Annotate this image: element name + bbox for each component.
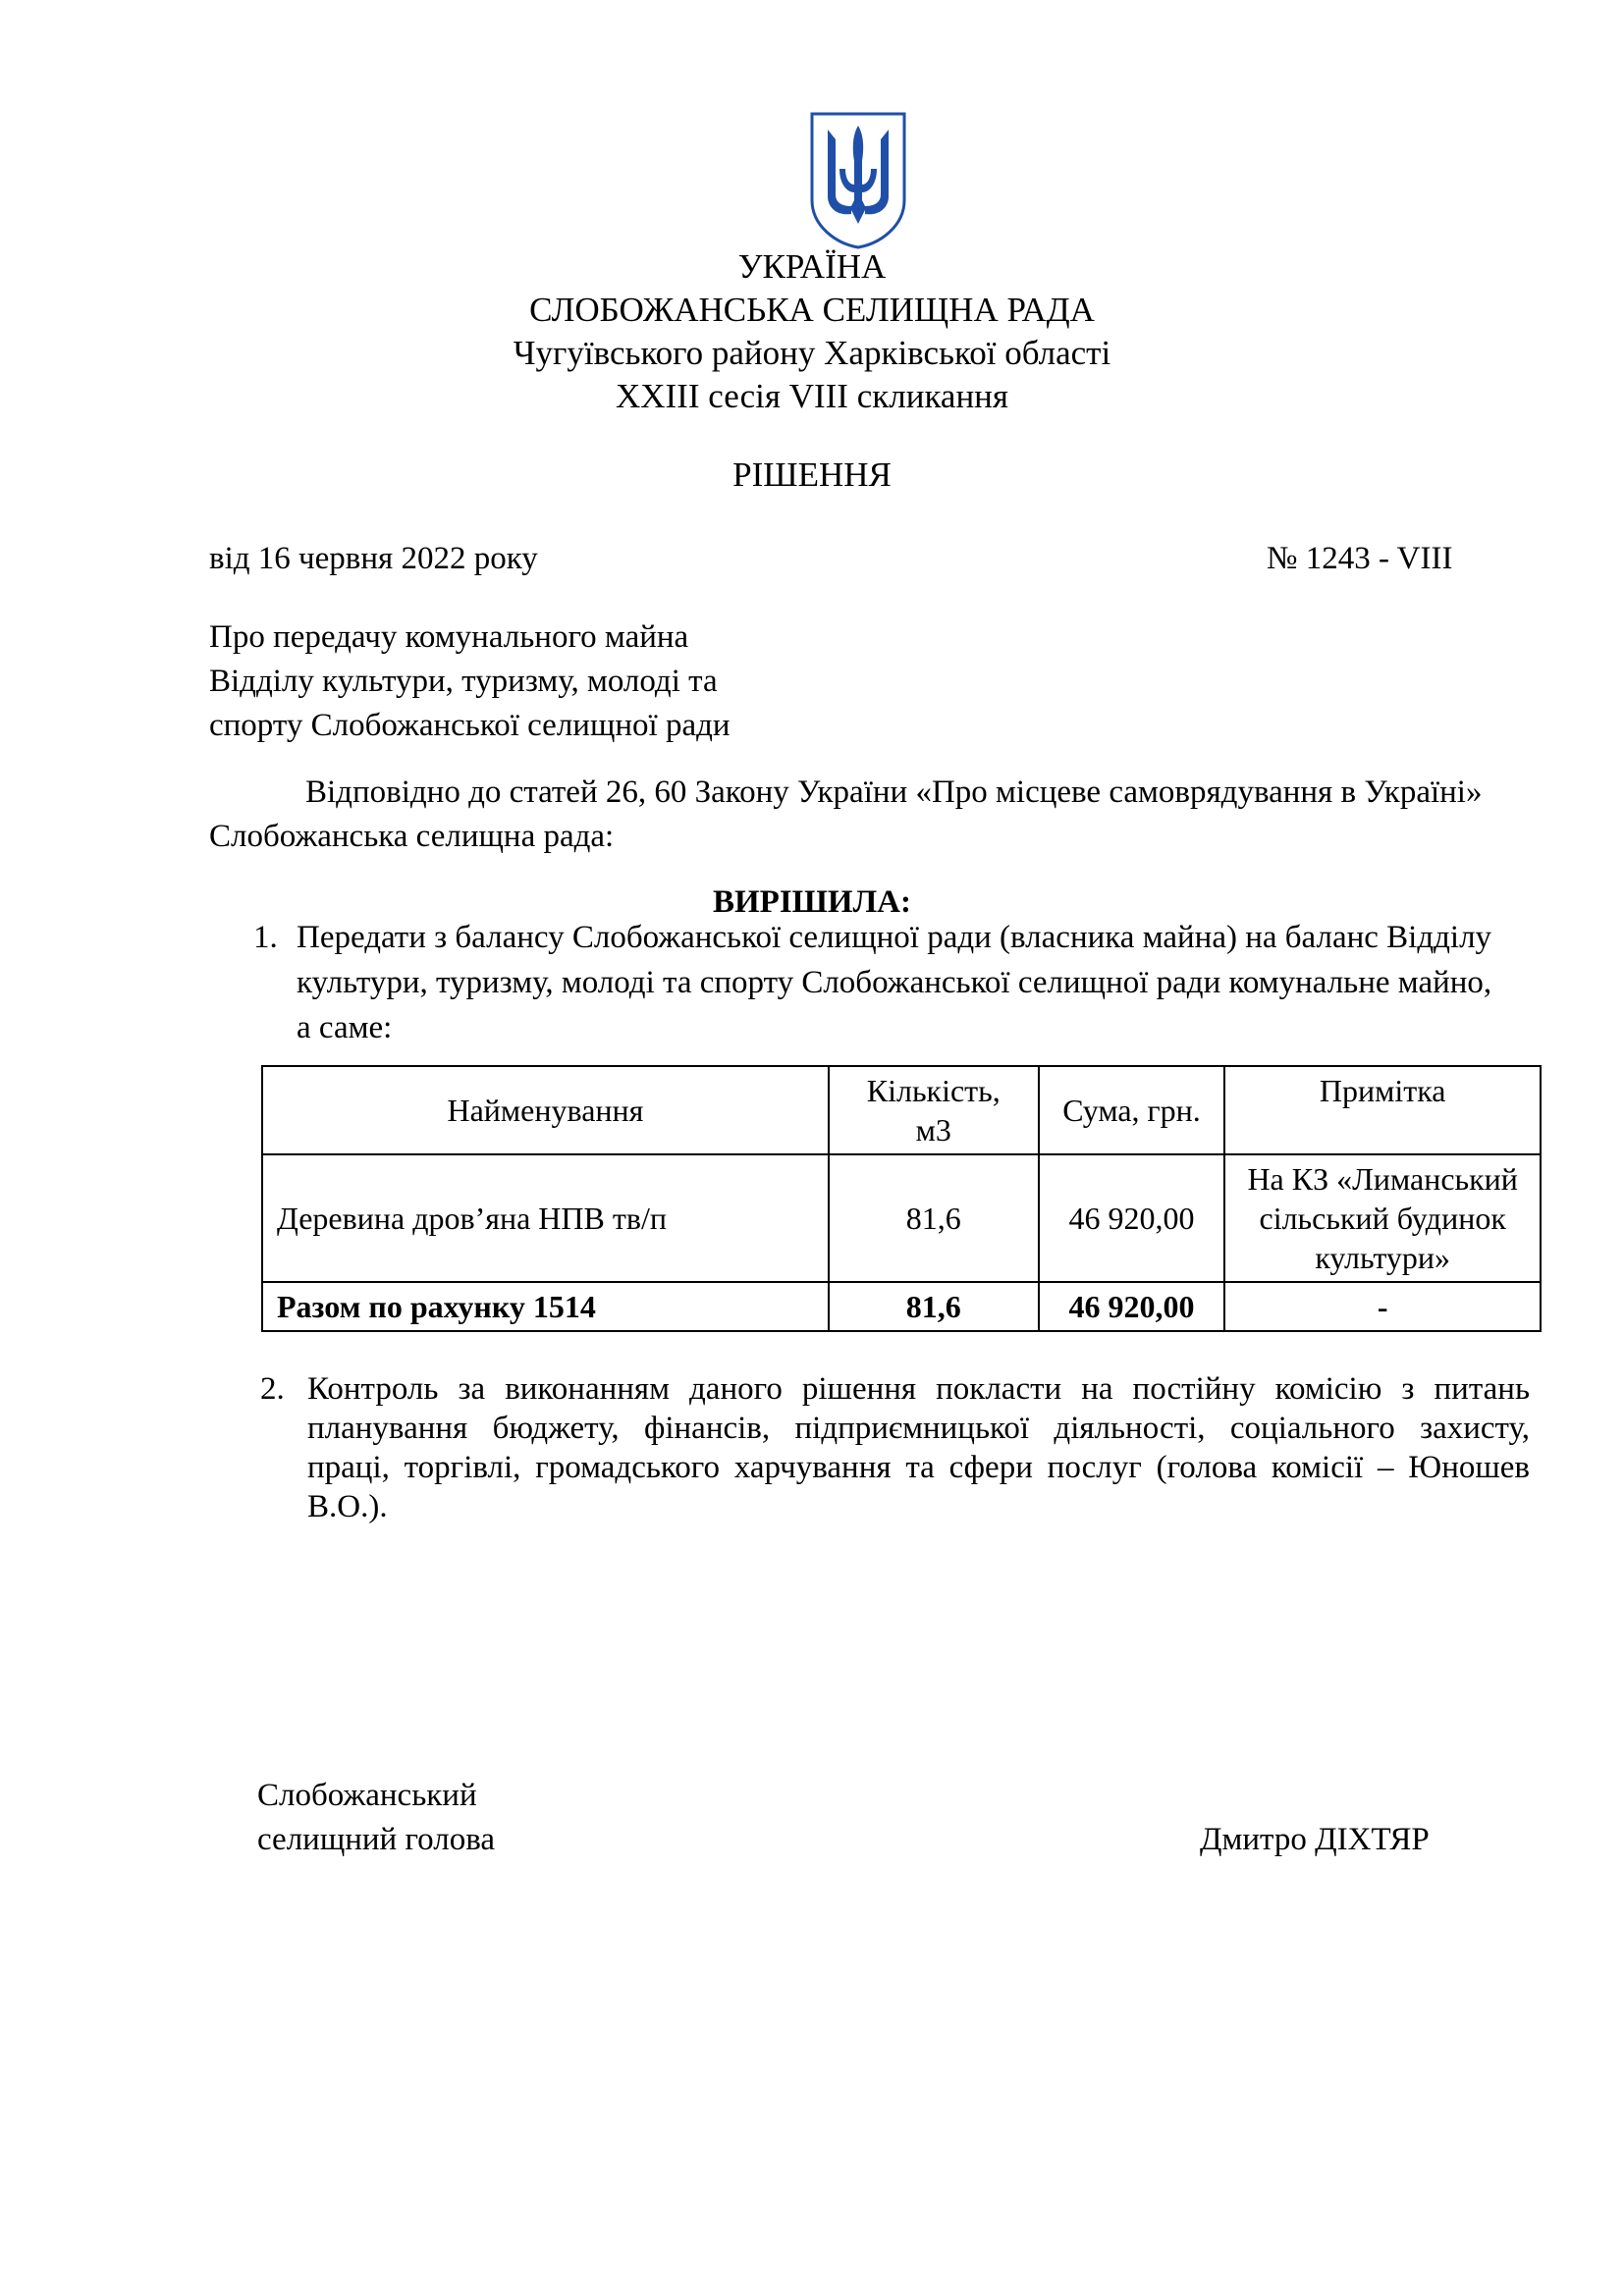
list-item-text: Передати з балансу Слобожанської селищної ради (власника майна) на баланс Відділу: [297, 920, 1492, 955]
cell-note-line: На КЗ «Лиманський: [1247, 1161, 1518, 1197]
table-total-row: [262, 1282, 1541, 1331]
cell-sum: 46 920,00: [1039, 1154, 1225, 1282]
signatory-name: Дмитро ДІХТЯР: [1200, 1822, 1430, 1857]
header-name: Найменування: [262, 1066, 829, 1154]
subject-line: спорту Слобожанської селищної ради: [209, 708, 731, 743]
header-quantity-line: Кількість,: [866, 1073, 1001, 1108]
list-item-number: 2.: [260, 1371, 285, 1407]
decided-heading: ВИРІШИЛА:: [713, 884, 911, 920]
list-item-text: Контроль за виконанням даного рішення покласти на постійну комісію з питань: [307, 1371, 1530, 1407]
header-note: Примітка: [1224, 1066, 1541, 1154]
total-sum: 46 920,00: [1039, 1282, 1225, 1331]
header-quantity: [829, 1066, 1039, 1154]
list-item-text: а саме:: [297, 1010, 393, 1045]
property-table: [261, 1065, 1542, 1332]
cell-quantity: 81,6: [829, 1154, 1039, 1282]
list-item-text: планування бюджету, фінансів, підприємницької діяльності, соціального захисту,: [307, 1411, 1530, 1446]
document-type: РІШЕННЯ: [732, 455, 892, 494]
table-header-row: [262, 1066, 1541, 1154]
preamble-line: Відповідно до статей 26, 60 Закону України «Про місцеве самоврядування в Україні»: [305, 774, 1483, 810]
signatory-title: Слобожанський: [257, 1778, 477, 1813]
country-title: УКРАЇНА: [737, 247, 887, 286]
header-sum: Сума, грн.: [1039, 1066, 1225, 1154]
list-item-text: культури, туризму, молоді та спорту Слобожанської селищної ради комунальне майно,: [297, 965, 1492, 1000]
district-title: Чугуївського району Харківської області: [513, 334, 1111, 372]
cell-note-line: культури»: [1315, 1240, 1451, 1275]
session-title: ХХІІІ сесія VIIІ скликання: [615, 377, 1009, 415]
coat-of-arms-icon: [808, 110, 908, 249]
preamble-line: Слобожанська селищна рада:: [209, 819, 615, 854]
cell-note-line: сільський будинок: [1259, 1201, 1506, 1236]
list-item-number: 1.: [253, 920, 278, 955]
total-note: -: [1224, 1282, 1541, 1331]
cell-name: Деревина дров’яна НПВ тв/п: [262, 1154, 829, 1282]
signatory-title: селищний голова: [257, 1822, 496, 1857]
total-label: Разом по рахунку 1514: [262, 1282, 829, 1331]
table-row: [262, 1154, 1541, 1282]
council-title: СЛОБОЖАНСЬКА СЕЛИЩНА РАДА: [529, 291, 1095, 329]
subject-line: Відділу культури, туризму, молоді та: [209, 664, 718, 699]
list-item-text: В.О.).: [307, 1489, 388, 1524]
decision-number: № 1243 - VIIІ: [1267, 541, 1453, 576]
cell-note: [1224, 1154, 1541, 1282]
subject-line: Про передачу комунального майна: [209, 619, 689, 655]
list-item-text: праці, торгівлі, громадського харчування та сфери послуг (голова комісії – Юношев: [307, 1450, 1530, 1485]
total-quantity: 81,6: [829, 1282, 1039, 1331]
header-quantity-unit: м3: [915, 1112, 951, 1148]
decision-date: від 16 червня 2022 року: [209, 541, 538, 576]
